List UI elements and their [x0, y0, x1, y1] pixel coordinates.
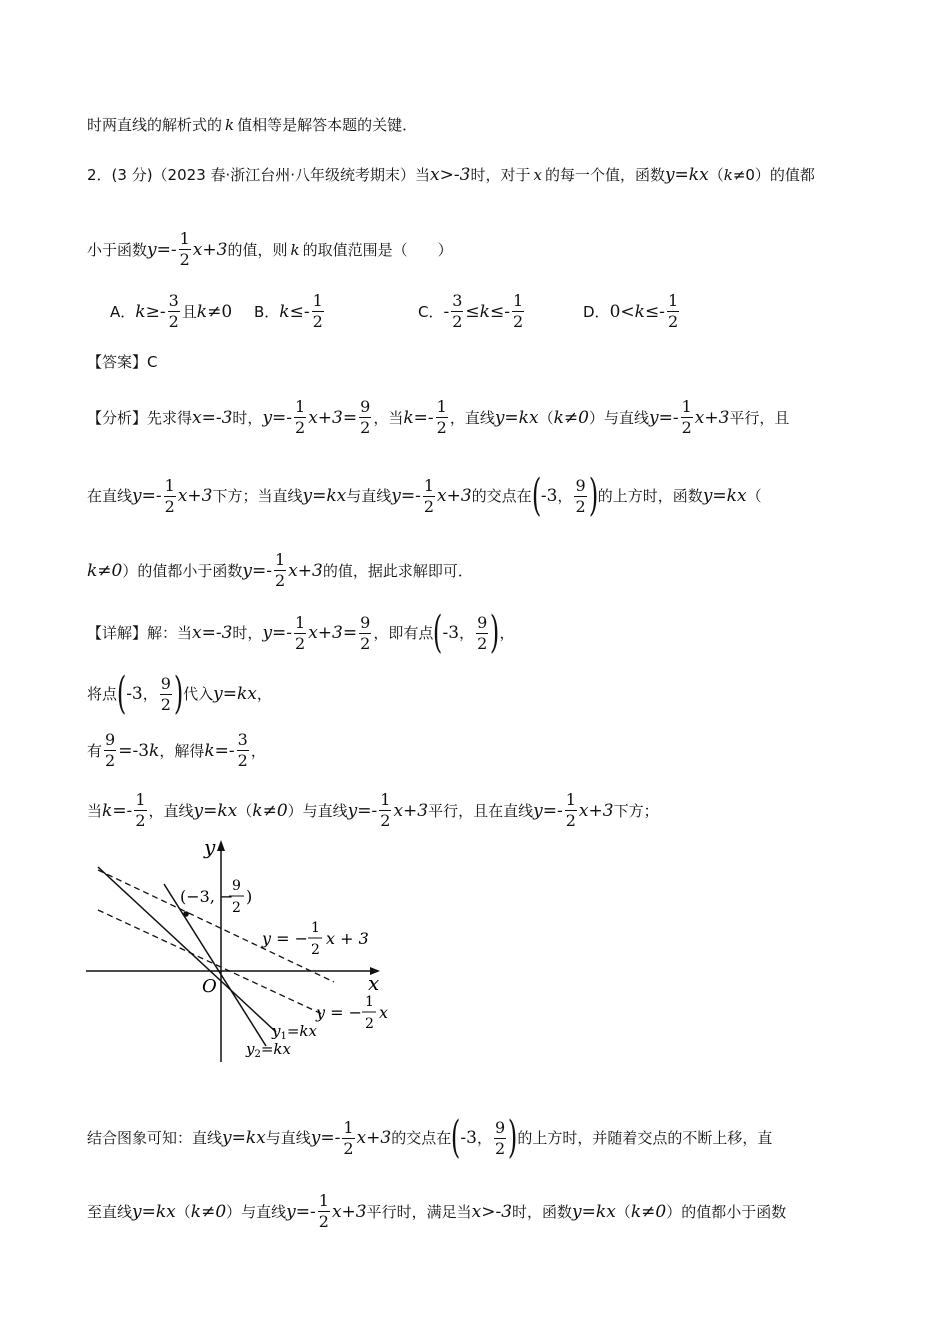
- fraction: $\frac{1}{2}$: [312, 291, 323, 331]
- y1-label: $y_1=kx$: [272, 1022, 317, 1042]
- fraction: $\frac{1}{2}$: [436, 397, 447, 437]
- origin-label: O: [202, 976, 217, 997]
- line1-label-num: 1: [311, 920, 320, 936]
- line2-label-num: 1: [365, 994, 374, 1010]
- intersection-point: [183, 911, 189, 917]
- fraction: $\frac{9}{2}$: [360, 612, 371, 653]
- point-label-den: 2: [232, 900, 241, 916]
- y-axis-arrow: [217, 840, 225, 851]
- fraction: $\frac{1}{2}$: [667, 291, 679, 331]
- detail-line-3: 有 $\frac{9}{2}$ =-3 k ，解得 k=- $\frac{3}{2}$ ，: [87, 730, 266, 770]
- point-label-close: ): [246, 887, 253, 906]
- fraction: $\frac{1}{2}$: [135, 790, 146, 830]
- fraction: $\frac{1}{2}$: [565, 790, 576, 830]
- detail-line-2: 将点 ( -3 ， $\frac{9}{2}$ ) 代入 y=kx ，: [87, 668, 272, 719]
- analysis-line-1: 【分析】先求得 x=-3 时， y=- $\frac{1}{2}$ x+3 = $\frac{9}{2}$ ，当 k=- $\frac{1}{2}$ ，直线 y=kx （ k≠0 ）与直线 y=- $\frac{1}{2}$ x+3 平行，且: [87, 397, 790, 437]
- fraction: $\frac{9}{2}$: [160, 673, 171, 714]
- detail-line-4: 当 k=- $\frac{1}{2}$ ，直线 y=kx （ k≠0 ）与直线 y=- $\frac{1}{2}$ x+3 平行，且在直线 y=- $\frac{1}{2}$ x+3 下方；: [87, 790, 659, 830]
- fraction: $\frac{3}{2}$: [237, 730, 248, 770]
- conclusion-line-1: 结合图象可知：直线 y=kx 与直线 y=- $\frac{1}{2}$ x+3 的交点在 ( -3 ， $\frac{9}{2}$ ) 的上方时，并随着交点的不断上移，直: [87, 1112, 773, 1163]
- option-a[interactable]: A． k ≥- $\frac{3}{2}$ 且 k ≠0: [110, 291, 233, 331]
- line-y2: [164, 884, 266, 1046]
- function-graph: [86, 832, 396, 1064]
- question-line-2: 小于函数 y=- $\frac{1}{2}$ x+3 的值，则 k 的取值范围是（ ）: [87, 229, 453, 269]
- fraction: $\frac{1}{2}$: [380, 790, 391, 830]
- fraction: $\frac{9}{2}$: [494, 1117, 506, 1158]
- fraction: $\frac{1}{2}$: [681, 397, 692, 437]
- fraction: $\frac{1}{2}$: [164, 475, 175, 516]
- x-axis-label: x: [368, 971, 380, 995]
- fraction: $\frac{1}{2}$: [179, 229, 190, 269]
- line1-label-a: y = −: [262, 929, 309, 948]
- point-label: (−3, −: [180, 887, 234, 906]
- detail-line-1: 【详解】解：当 x=-3 时， y=- $\frac{1}{2}$ x+3 = $\frac{9}{2}$ ，即有点 ( -3 ， $\frac{9}{2}$ ) ，: [87, 607, 515, 658]
- y-axis-label: y: [204, 835, 216, 859]
- option-d[interactable]: D． 0< k ≤- $\frac{1}{2}$: [583, 291, 679, 331]
- fraction: $\frac{3}{2}$: [452, 291, 463, 331]
- conclusion-line-2: 至直线 y=kx （ k≠0 ）与直线 y=- $\frac{1}{2}$ x+3 平行时，满足当 x>-3 时，函数 y=kx （ k≠0 ）的值都小于函数: [87, 1191, 787, 1231]
- line2-label-a: y = −: [316, 1003, 363, 1022]
- intro-line: 时两直线的解析式的 k 值相等是解答本题的关键．: [87, 116, 418, 134]
- line-dashed-lower: [98, 910, 322, 1014]
- fraction: $\frac{1}{2}$: [295, 612, 306, 653]
- analysis-line-2: 在直线 y=- $\frac{1}{2}$ x+3 下方；当直线 y=kx 与直线 y=- $\frac{1}{2}$ x+3 的交点在 ( -3 ， $\frac{9}{2}$ ) 的上方时，函数 y=kx （: [87, 470, 762, 521]
- fraction: $\frac{9}{2}$: [105, 730, 116, 770]
- option-b[interactable]: B． k ≤- $\frac{1}{2}$: [254, 291, 323, 331]
- fraction: $\frac{1}{2}$: [274, 550, 286, 590]
- point-label-num: 9: [232, 878, 241, 894]
- fraction: $\frac{9}{2}$: [360, 397, 371, 437]
- line2-label-b: x: [379, 1003, 389, 1022]
- question-line-1: 2．(3 分)（2023 春·浙江台州·八年级统考期末）当 x>-3 时，对于 x 的每一个值，函数 y=kx （ k ≠0）的值都: [87, 165, 815, 185]
- fraction: $\frac{3}{2}$: [168, 291, 179, 331]
- y2-label: $y_2=kx$: [246, 1040, 291, 1060]
- line1-label-b: x + 3: [326, 929, 369, 948]
- line2-label-den: 2: [365, 1016, 374, 1032]
- fraction: $\frac{1}{2}$: [343, 1117, 354, 1158]
- fraction: $\frac{9}{2}$: [575, 475, 586, 516]
- option-c[interactable]: C． - $\frac{3}{2}$ ≤ k ≤- $\frac{1}{2}$: [418, 291, 524, 331]
- fraction: $\frac{1}{2}$: [512, 291, 524, 331]
- answer-line: 【答案】C: [87, 353, 158, 371]
- fraction: $\frac{1}{2}$: [423, 475, 435, 516]
- fraction: $\frac{9}{2}$: [477, 612, 488, 653]
- analysis-line-3: k≠0 ）的值都小于函数 y=- $\frac{1}{2}$ x+3 的值，据此求解即可．: [87, 550, 473, 590]
- fraction: $\frac{1}{2}$: [295, 397, 306, 437]
- line1-label-den: 2: [311, 942, 320, 958]
- fraction: $\frac{1}{2}$: [318, 1191, 329, 1231]
